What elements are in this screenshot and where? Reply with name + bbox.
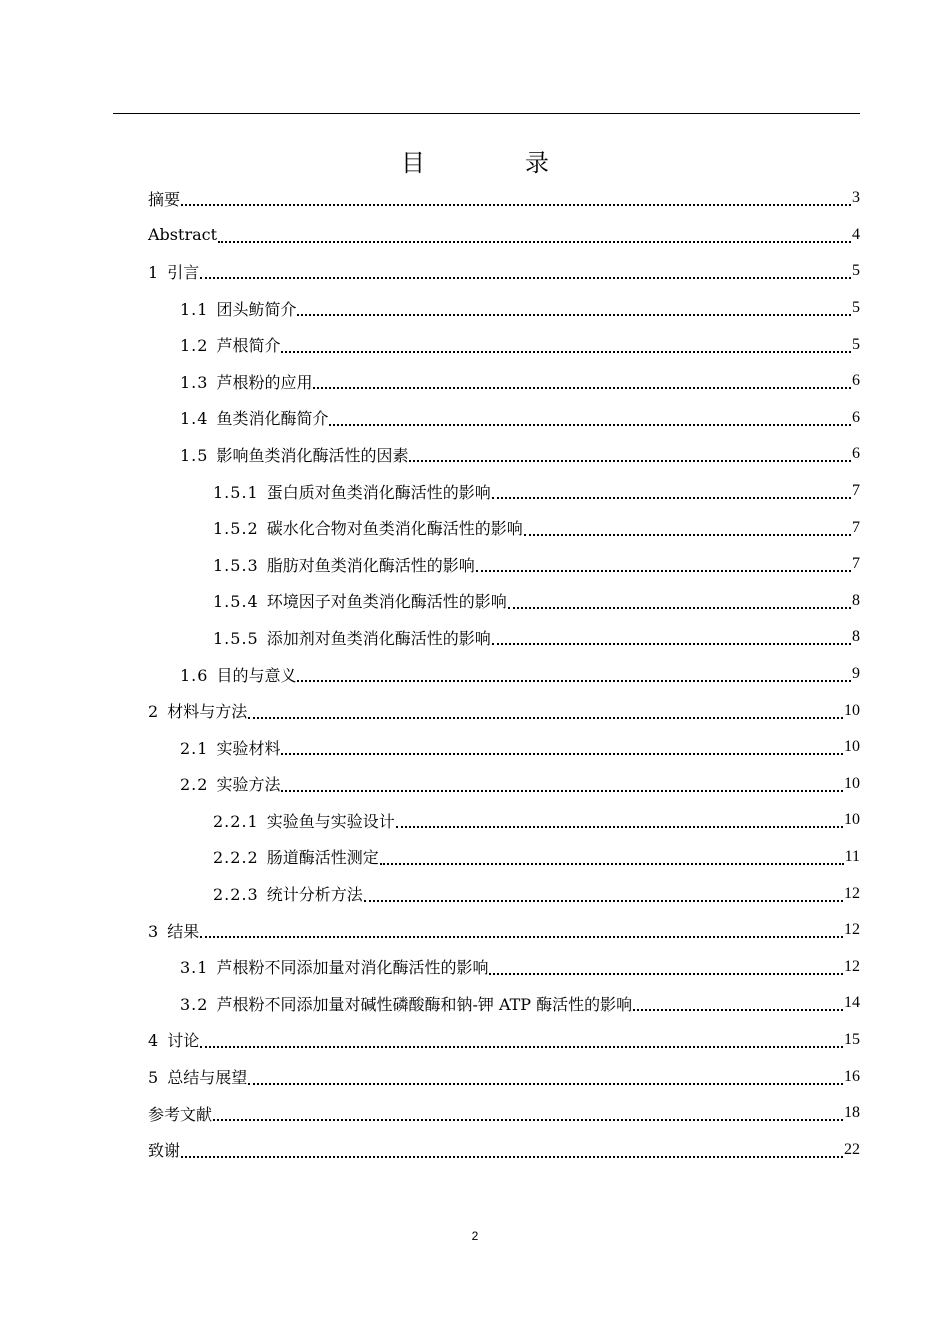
toc-entry-label	[180, 736, 280, 759]
page-number: 2	[471, 1229, 479, 1243]
toc-entry[interactable]	[148, 363, 860, 400]
dot-leader	[297, 660, 851, 682]
toc-entry-number: 2.2.3	[213, 885, 259, 905]
toc-entry-text: 实验方法	[216, 775, 281, 795]
toc-entry-number: 1	[148, 262, 160, 282]
toc-entry[interactable]	[148, 766, 860, 803]
toc-entry-label	[148, 260, 199, 283]
toc-entry-label	[213, 882, 363, 905]
dot-leader	[396, 806, 843, 828]
toc-entry[interactable]	[148, 1095, 860, 1132]
toc-entry-label	[148, 699, 247, 722]
dot-leader	[181, 1136, 843, 1158]
toc-entry-label	[148, 1028, 199, 1051]
toc-entry-page: 9	[852, 665, 860, 683]
toc-entry-text: 碳水化合物对鱼类消化酶活性的影响	[266, 519, 523, 539]
toc-entry-number: 1.4	[180, 409, 209, 429]
toc-entry[interactable]	[148, 1022, 860, 1059]
dot-leader	[380, 843, 844, 865]
toc-entry-label	[180, 663, 296, 686]
toc-entry-page: 5	[852, 335, 860, 353]
toc-entry-text: Abstract	[148, 225, 218, 245]
toc-entry-page: 7	[852, 518, 860, 536]
toc-title: 目 录	[401, 149, 587, 177]
dot-leader	[297, 294, 851, 316]
toc-entry[interactable]	[148, 290, 860, 327]
toc-entry-text: 目的与意义	[216, 665, 297, 685]
dot-leader	[281, 733, 843, 755]
dot-leader	[329, 404, 851, 426]
toc-entry-label	[213, 589, 507, 612]
toc-entry-number: 3.2	[180, 994, 209, 1014]
toc-entry-text: 环境因子对鱼类消化酶活性的影响	[266, 592, 507, 612]
dot-leader	[248, 697, 843, 719]
dot-leader	[524, 514, 851, 536]
toc-entry-label	[180, 406, 328, 429]
toc-entry[interactable]	[148, 985, 860, 1022]
toc-entry[interactable]	[148, 253, 860, 290]
toc-entry-text: 讨论	[167, 1031, 200, 1051]
toc-entry[interactable]	[148, 180, 860, 217]
toc-entry-label	[213, 626, 491, 649]
toc-entry[interactable]	[148, 326, 860, 363]
toc-entry[interactable]	[148, 729, 860, 766]
toc-entry-label	[213, 809, 395, 832]
dot-leader	[313, 367, 851, 389]
toc-entry-page: 4	[852, 225, 860, 243]
toc-entry-number: 5	[148, 1068, 160, 1088]
dot-leader	[508, 587, 851, 609]
toc-entry-label	[148, 1138, 180, 1161]
toc-entry-page: 5	[852, 262, 860, 280]
header-rule	[113, 113, 860, 114]
toc-entry-label	[180, 992, 632, 1015]
toc-entry-text: 引言	[167, 262, 200, 282]
toc-entry-number: 4	[148, 1031, 160, 1051]
toc-entry-number: 1.1	[180, 299, 209, 319]
toc-entry-label	[180, 297, 296, 320]
toc-entry-page: 22	[844, 1140, 860, 1158]
toc-entry-text: 芦根简介	[216, 336, 281, 356]
toc-entry-page: 3	[852, 189, 860, 207]
toc-entry-text: 统计分析方法	[266, 885, 363, 905]
toc-entry-label	[213, 553, 475, 576]
toc-entry-page: 5	[852, 299, 860, 317]
toc-entry-label	[148, 1065, 247, 1088]
toc-entry-page: 8	[852, 591, 860, 609]
toc-entry-number: 3.1	[180, 958, 209, 978]
toc-entry[interactable]	[148, 583, 860, 620]
toc-entry-page: 12	[844, 957, 860, 975]
toc-entry-page: 7	[852, 482, 860, 500]
toc-entry-page: 11	[844, 847, 860, 865]
toc-entry-text: 实验鱼与实验设计	[266, 811, 395, 831]
toc-entry-number: 1.6	[180, 665, 209, 685]
dot-leader	[492, 623, 851, 645]
dot-leader	[476, 550, 851, 572]
toc-entry-number: 2.2	[180, 775, 209, 795]
toc-entry[interactable]	[148, 436, 860, 473]
toc-entry[interactable]	[148, 656, 860, 693]
toc-entry-page: 18	[844, 1104, 860, 1122]
toc-entry-label	[180, 955, 488, 978]
dot-leader	[200, 1026, 843, 1048]
toc-entry[interactable]	[148, 473, 860, 510]
toc-entry[interactable]	[148, 619, 860, 656]
toc-entry-label	[148, 1102, 212, 1125]
toc-entry-page: 10	[844, 774, 860, 792]
toc-entry-number: 1.5.3	[213, 555, 259, 575]
toc-entry-text: 芦根粉不同添加量对碱性磷酸酶和钠-钾 ATP 酶活性的影响	[216, 994, 633, 1014]
toc-entry-text: 参考文献	[148, 1104, 213, 1124]
toc-entry-text: 致谢	[148, 1141, 181, 1161]
toc-entry-page: 6	[852, 372, 860, 390]
toc-entry-number: 1.5.5	[213, 628, 259, 648]
toc-entry-label	[180, 370, 312, 393]
toc-entry-page: 10	[844, 701, 860, 719]
toc-entry-number: 3	[148, 921, 160, 941]
toc-entry-page: 10	[844, 738, 860, 756]
toc-entry-number: 1.3	[180, 372, 209, 392]
toc-entry-label	[180, 772, 280, 795]
dot-leader	[248, 1063, 843, 1085]
toc-entry-text: 材料与方法	[167, 702, 248, 722]
toc-entry-text: 结果	[167, 921, 200, 941]
toc-entry-text: 影响鱼类消化酶活性的因素	[216, 445, 409, 465]
toc-entry[interactable]	[148, 400, 860, 437]
toc-entry-page: 7	[852, 555, 860, 573]
toc-entry-number: 1.5.4	[213, 592, 259, 612]
dot-leader	[633, 989, 843, 1011]
dot-leader	[181, 184, 851, 206]
table-of-contents	[148, 180, 860, 1168]
toc-entry-label	[213, 516, 523, 539]
toc-entry[interactable]	[148, 1131, 860, 1168]
toc-entry-page: 6	[852, 408, 860, 426]
toc-entry[interactable]	[148, 1058, 860, 1095]
toc-entry-label	[148, 919, 199, 942]
toc-entry-text: 鱼类消化酶简介	[216, 409, 329, 429]
toc-entry[interactable]	[148, 692, 860, 729]
dot-leader	[218, 221, 851, 243]
toc-entry-text: 实验材料	[216, 738, 281, 758]
toc-entry-label	[148, 225, 217, 244]
toc-entry[interactable]	[148, 948, 860, 985]
dot-leader	[489, 953, 843, 975]
toc-entry[interactable]	[148, 875, 860, 912]
toc-entry-number: 2	[148, 702, 160, 722]
toc-entry-text: 添加剂对鱼类消化酶活性的影响	[266, 628, 491, 648]
toc-entry[interactable]	[148, 509, 860, 546]
toc-entry-page: 8	[852, 628, 860, 646]
dot-leader	[409, 440, 851, 462]
toc-entry-page: 10	[844, 811, 860, 829]
toc-entry-page: 15	[844, 1030, 860, 1048]
dot-leader	[492, 477, 851, 499]
toc-entry-page: 12	[844, 921, 860, 939]
toc-entry-text: 总结与展望	[167, 1068, 248, 1088]
toc-entry-page: 6	[852, 445, 860, 463]
toc-entry[interactable]	[148, 217, 860, 254]
toc-entry[interactable]	[148, 546, 860, 583]
toc-entry[interactable]	[148, 839, 860, 876]
toc-entry-number: 2.2.1	[213, 811, 259, 831]
toc-entry-label	[148, 187, 180, 210]
toc-entry-number: 1.5.2	[213, 519, 259, 539]
toc-entry[interactable]	[148, 912, 860, 949]
toc-entry-text: 蛋白质对鱼类消化酶活性的影响	[266, 482, 491, 502]
toc-entry-page: 16	[844, 1067, 860, 1085]
dot-leader	[281, 331, 851, 353]
dot-leader	[281, 770, 843, 792]
toc-entry-label	[213, 480, 491, 503]
toc-entry-text: 团头鲂简介	[216, 299, 297, 319]
toc-entry-page: 12	[844, 884, 860, 902]
dot-leader	[213, 1099, 843, 1121]
toc-entry-text: 摘要	[148, 189, 181, 209]
toc-entry-label	[213, 845, 379, 868]
dot-leader	[200, 916, 843, 938]
toc-entry-number: 2.1	[180, 738, 209, 758]
toc-entry-text: 脂肪对鱼类消化酶活性的影响	[266, 555, 475, 575]
toc-entry-label	[180, 333, 280, 356]
toc-entry-number: 2.2.2	[213, 848, 259, 868]
toc-entry-number: 1.5.1	[213, 482, 259, 502]
toc-entry-text: 芦根粉的应用	[216, 372, 313, 392]
toc-entry-text: 芦根粉不同添加量对消化酶活性的影响	[216, 958, 489, 978]
toc-entry-number: 1.5	[180, 445, 209, 465]
toc-entry-page: 14	[844, 994, 860, 1012]
toc-entry-text: 肠道酶活性测定	[266, 848, 379, 868]
dot-leader	[200, 257, 851, 279]
dot-leader	[364, 880, 843, 902]
toc-entry-label	[180, 443, 408, 466]
toc-entry-number: 1.2	[180, 336, 209, 356]
toc-entry[interactable]	[148, 802, 860, 839]
